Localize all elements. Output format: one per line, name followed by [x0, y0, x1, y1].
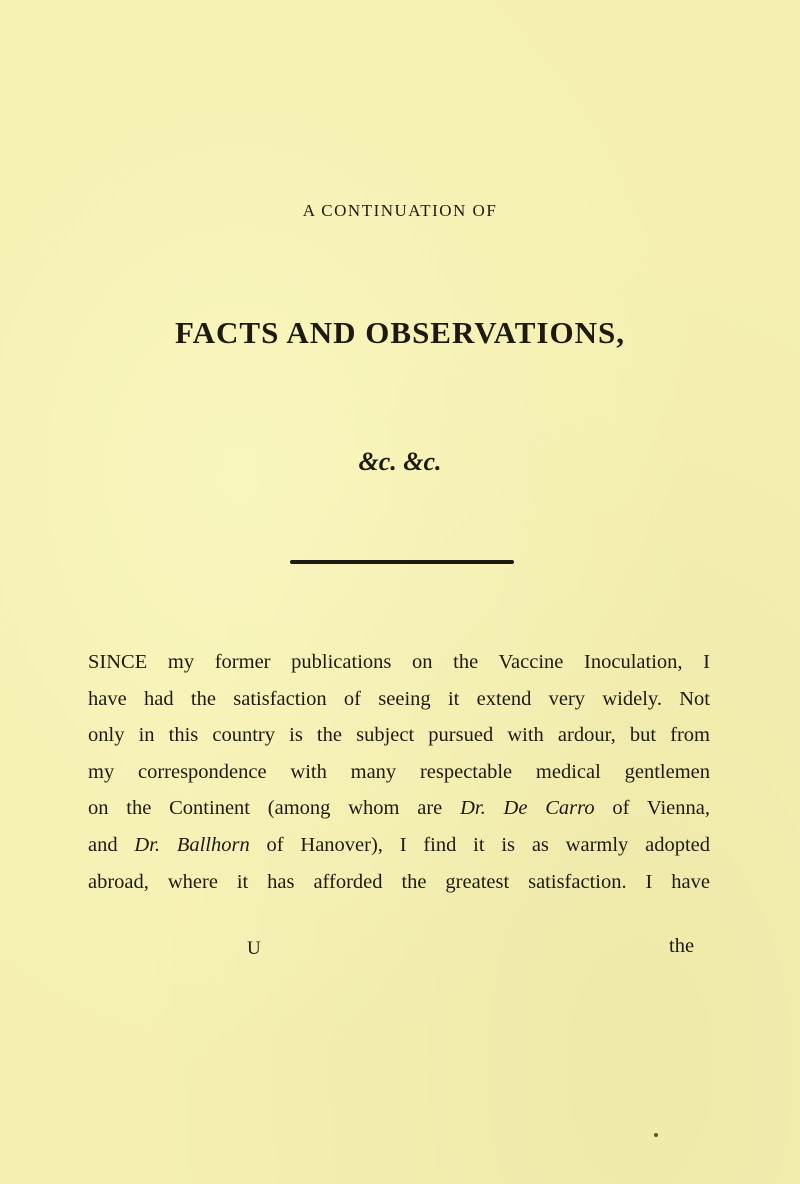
signature-mark: U: [247, 938, 261, 959]
body-paragraph: [88, 644, 710, 900]
body-line: only in this country is the subject pursued with ardour, but from: [88, 724, 710, 747]
body-line: SINCE my former publications on the Vaccine Inoculation, I: [88, 651, 710, 673]
catchword: the: [669, 935, 695, 957]
body-line: my correspondence with many respectable medical gentlemen: [88, 760, 710, 783]
paper-speck: [654, 1133, 658, 1137]
page-title: FACTS AND OBSERVATIONS,: [175, 315, 625, 350]
body-line: have had the satisfaction of seeing it extend very widely. Not: [88, 687, 710, 710]
body-line: on the Continent (among whom are Dr. De Carro of Vienna,: [88, 797, 710, 820]
body-line: and Dr. Ballhorn of Hanover), I find it is as warmly adopted: [88, 833, 710, 856]
body-line: abroad, where it has afforded the greatest satisfaction. I have: [88, 870, 710, 893]
continuation-heading: A CONTINUATION OF: [302, 201, 498, 220]
etc-subheading: &c. &c.: [358, 447, 442, 476]
decorative-rule: [290, 560, 514, 564]
